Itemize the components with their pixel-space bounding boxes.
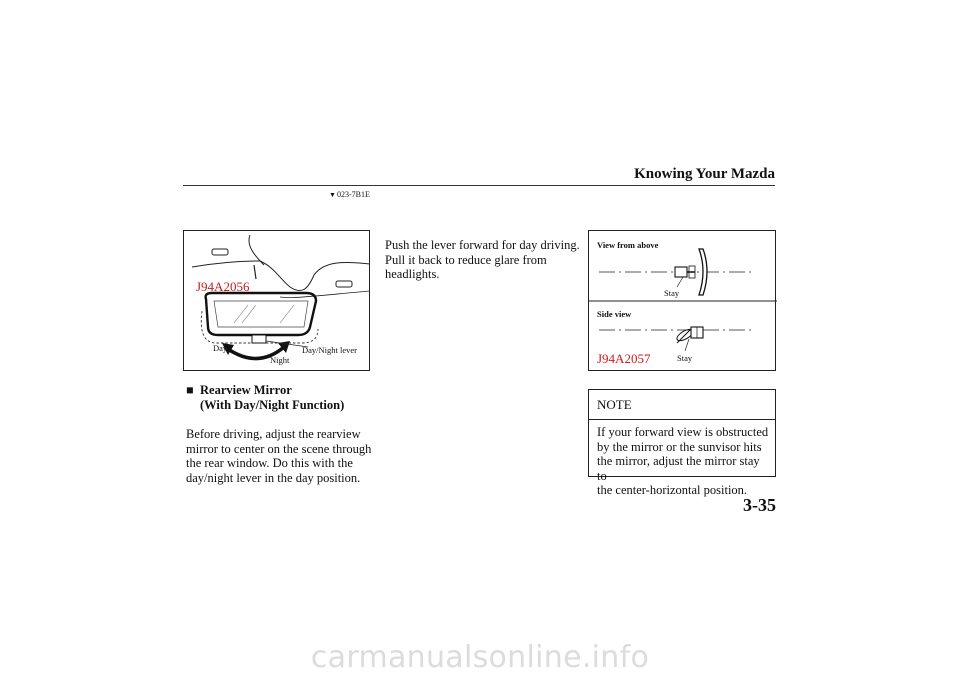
label-stay-bottom: Stay	[677, 353, 693, 363]
content-code-text: 023-7B1E	[336, 190, 370, 199]
figure-id: J94A2057	[597, 351, 651, 366]
note-box	[588, 389, 776, 497]
body-line: mirror to center on the scene through	[186, 441, 372, 456]
label-view-from-above: View from above	[597, 240, 659, 250]
page-number: 3-35	[743, 495, 776, 515]
body-line: Before driving, adjust the rearview	[186, 427, 361, 441]
content-code	[329, 190, 370, 199]
label-stay-top: Stay	[664, 288, 680, 298]
heading-line-2: (With Day/Night Function)	[200, 398, 345, 412]
triangle-down-icon: ▼	[329, 191, 336, 199]
square-bullet-icon: ■	[186, 383, 194, 397]
section-body	[186, 427, 371, 485]
label-day: Day	[213, 343, 228, 353]
note-body	[597, 425, 771, 498]
label-day-night-lever: Day/Night lever	[302, 345, 357, 355]
note-title: NOTE	[589, 390, 775, 420]
note-line: the center-horizontal position.	[597, 483, 748, 497]
section-title: Knowing Your Mazda	[634, 166, 775, 182]
header-divider	[183, 185, 775, 186]
instruction-text	[385, 238, 580, 282]
instruction-line: Pull it back to reduce glare from	[385, 252, 547, 267]
body-line: the rear window. Do this with the	[186, 456, 353, 471]
note-line: If your forward view is obstructed	[597, 425, 769, 439]
label-night: Night	[270, 355, 290, 365]
footer-watermark: carmanualsonline.info	[310, 640, 650, 675]
figure-id: J94A2056	[196, 279, 250, 294]
label-side-view: Side view	[597, 309, 632, 319]
heading-line-1: Rearview Mirror	[200, 383, 292, 397]
instruction-line: Push the lever forward for day driving.	[385, 238, 580, 252]
instruction-line: headlights.	[385, 267, 440, 282]
note-line: the mirror, adjust the mirror stay to	[597, 454, 760, 483]
note-line: by the mirror or the sunvisor hits	[597, 439, 762, 454]
body-line: day/night lever in the day position.	[186, 470, 361, 485]
section-heading	[186, 383, 344, 413]
figure-rearview-mirror	[183, 230, 370, 371]
figure-mirror-stay	[588, 230, 776, 371]
